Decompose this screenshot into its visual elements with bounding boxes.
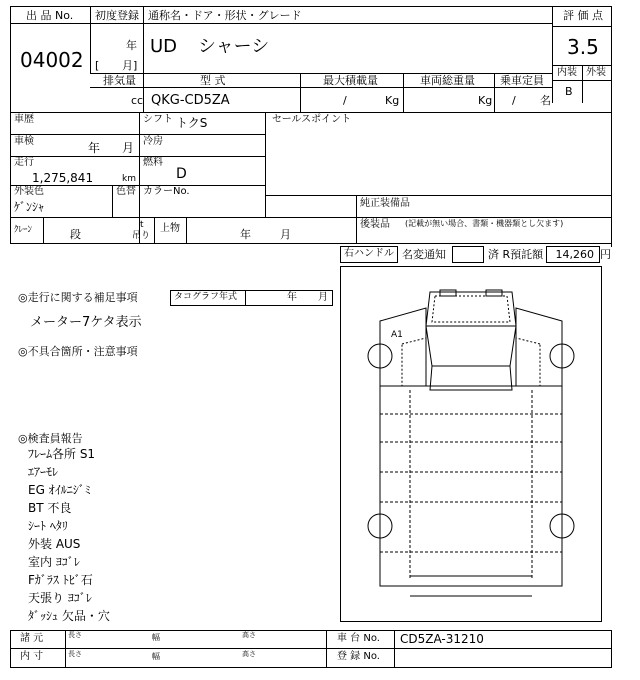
spec-label: 諸 元 [20,633,44,644]
gross-weight-label: 車両総重量 [420,74,475,87]
cab-side-left [380,308,426,386]
divider [90,6,91,73]
driving-notes-title: ◎走行に関する補足事項 [18,291,138,304]
divider [10,23,90,24]
width-label: 幅 [152,633,160,642]
recycle-label: 済 R預託額 [488,248,544,261]
mileage-value: 1,275,841 [32,171,94,185]
exterior-grade-label: 外装 [586,67,606,78]
divider [143,6,144,23]
registration-no-label: 登 録 No. [337,651,380,662]
gross-weight-unit: Kg [478,94,493,107]
lot-number: 04002 [20,48,84,72]
divider [245,290,246,306]
capacity-label: 乗車定員 [500,74,544,87]
yen-unit: 円 [600,248,611,261]
length-label: 長さ [68,631,82,639]
chassis-no: CD5ZA-31210 [400,632,484,646]
height-label: 高さ [242,631,256,639]
interior-width-label: 幅 [152,652,160,661]
color-value: ｹﾞﾝｼｬ [14,200,45,214]
divider [552,26,612,27]
divider [10,156,266,157]
divider [10,648,612,649]
mark-a1: A1 [391,330,403,340]
fuel-label: 燃料 [143,157,163,168]
lot-no-label: 出 品 No. [26,9,74,22]
frame-right-top [611,6,612,247]
inspector-item: 外装 AUS [28,537,81,551]
divider [90,73,552,74]
defect-title: ◎不具合箇所・注意事項 [18,345,138,358]
name-change-box [452,246,484,263]
inspector-item: ｼｰﾄ ﾍﾀﾘ [28,519,68,533]
divider [394,630,395,667]
divider [552,6,553,103]
interior-dim-label: 内 寸 [20,651,44,662]
roof-dashed [432,296,510,322]
divider [403,73,404,112]
chassis-no-label: 車 台 No. [337,633,380,644]
model-label: 型 式 [200,74,226,87]
inspection-year-label: 年 [88,141,101,155]
inspection-label: 車検 [14,136,34,147]
divider [10,243,612,244]
tacho-month-label: 月 [318,292,328,303]
divider [65,630,66,667]
loaded-month-label: 月 [280,228,291,241]
max-load-unit: Kg [385,94,400,107]
loaded-label: 上物 [160,223,180,234]
inspector-title: ◎検査員報告 [18,432,83,445]
km-unit: km [122,174,136,184]
chassis-outline [380,386,562,586]
divider [143,73,144,112]
inspector-item: ﾀﾞｯｼｭ 欠品・穴 [28,609,110,623]
ac-label: 冷房 [143,136,163,147]
divider [266,195,612,196]
max-load-slash: / [343,94,347,107]
divider [611,630,612,667]
door-right [516,338,540,386]
sales-point-label: セールスポイント [272,114,352,125]
maker-name: UD [150,36,178,57]
capacity-unit: 名 [540,94,551,107]
max-load-label: 最大積載量 [323,74,378,87]
body-type: シャーシ [198,36,270,57]
aftermarket-note: (記載が無い場合、書類・機器類とし欠ます) [405,219,564,228]
shift-label: シフト [143,114,173,125]
interior-height-label: 高さ [242,650,256,658]
aftermarket-label: 後装品 [360,219,390,230]
meter-note: メーター7ケタ表示 [30,315,142,330]
frame-rails [410,390,532,578]
inspector-item: ｴｱｰﾓﾚ [28,465,59,479]
crane-stage-unit: 段 [70,228,81,241]
divider [10,630,11,667]
truck-diagram [340,266,602,622]
inspection-month-label: 月 [122,141,135,155]
color-no-label: カラーNo. [143,186,190,197]
divider [10,112,612,113]
eval-score: 3.5 [567,35,599,59]
divider [10,112,11,243]
interior-length-label: 長さ [68,650,82,658]
door-left [402,338,426,386]
interior-grade: B [565,85,573,98]
roof-shape [426,292,516,326]
divider [186,217,187,243]
name-change-label: 名変通知 [402,248,446,261]
color-label: 外装色 [14,186,44,197]
divider [10,185,266,186]
divider [356,195,357,243]
divider [10,217,612,218]
inspector-item: 室内 ﾖｺﾞﾚ [28,555,80,569]
cab-side-right [516,308,562,386]
color-change-label: 色替 [116,186,136,197]
divider [143,23,144,73]
fuel-value: D [176,166,187,182]
divider [10,134,266,135]
genuine-equipment-label: 純正装備品 [360,198,410,209]
divider [300,73,301,112]
inspector-item: Fｶﾞﾗｽ ﾄﾋﾞ石 [28,573,93,587]
loaded-year-label: 年 [240,228,251,241]
displacement-label: 排気量 [103,74,136,87]
divider [90,23,552,24]
windshield [426,326,516,366]
inspector-item: 天張り ﾖｺﾞﾚ [28,591,92,605]
first-reg-label: 初度登録 [95,9,139,22]
model-code: QKG-CD5ZA [151,93,230,108]
divider [10,667,612,668]
mirror-left [440,290,456,296]
mirror-right [486,290,502,296]
month-label: 月] [122,59,138,72]
divider [154,217,155,243]
divider [90,87,552,88]
frame-left-top [10,6,11,112]
divider [43,217,44,243]
capacity-slash: / [512,94,516,107]
right-hand-label: 右ハンドル [344,248,394,259]
cross-members [380,414,562,552]
divider [265,112,266,217]
vehicle-name-label: 通称名・ドア・形状・グレード [148,9,302,22]
shift-value: トクS [176,116,208,130]
crane-ton-unit: t [140,220,144,230]
divider [494,73,495,112]
frame-top [10,6,612,7]
tacho-year-label: 年 [287,292,297,303]
inspector-item: BT 不良 [28,501,72,515]
divider [112,185,113,217]
tacho-label: タコグラフ年式 [174,292,238,302]
mileage-label: 走行 [14,157,34,168]
recycle-amount: 14,260 [555,248,594,261]
divider [10,630,612,631]
cc-unit: cc [131,94,144,107]
crane-lift-unit: 吊り [132,231,151,241]
crane-label: ｸﾚｰﾝ [14,225,33,235]
month-bracket: [ [95,59,100,72]
history-label: 車歴 [14,114,34,125]
divider [326,630,327,667]
inspector-item: ﾌﾚｰﾑ各所 S1 [28,447,96,461]
interior-grade-label: 内装 [557,67,577,78]
inspector-item: EG ｵｲﾙﾆｼﾞﾐ [28,483,91,497]
year-label: 年 [126,39,137,52]
divider [582,65,583,103]
eval-label: 評 価 点 [563,9,603,22]
